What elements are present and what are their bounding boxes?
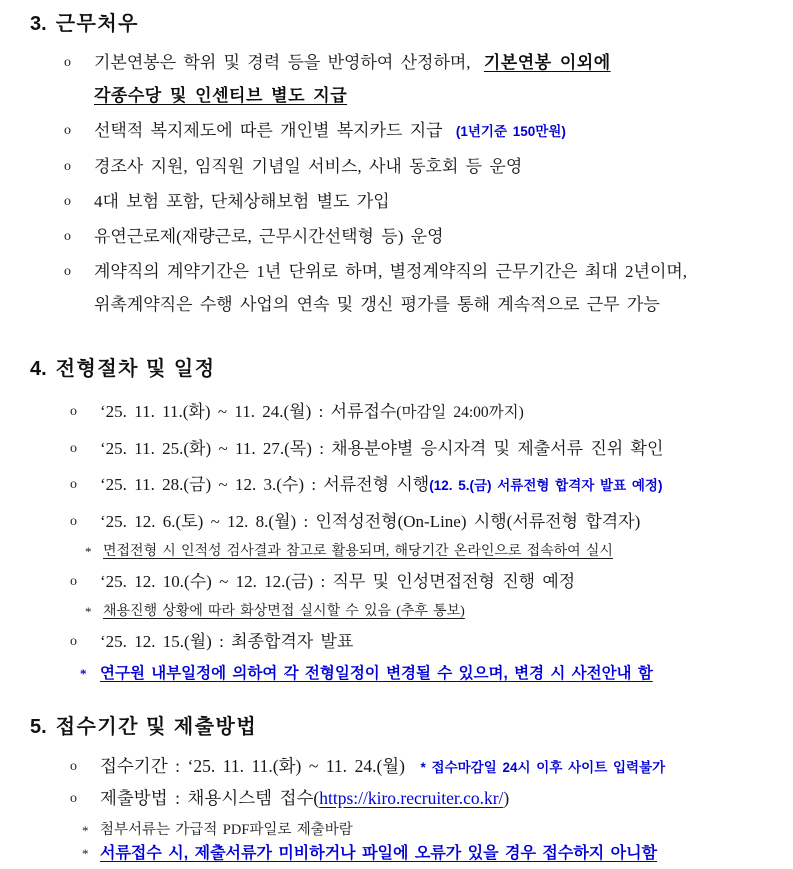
section-number: 4.: [30, 358, 47, 380]
body-text: ‘25. 11. 28.(금) ~ 12. 3.(수) : 서류전형 시행: [100, 475, 430, 494]
asterisk-marker: *: [82, 846, 89, 861]
footnote-pdf: [82, 820, 765, 841]
body-text-small: (마감일 24:00까지): [396, 404, 524, 421]
annotation-blue: (1년기준 150만원): [455, 124, 566, 139]
emphasis-text: 기본연봉 이외에: [483, 53, 611, 72]
body-text: ‘25. 11. 11.(화) ~ 11. 24.(월) : 서류접수: [100, 402, 397, 421]
body-text: 계약직의 계약기간은 1년 단위로 하며, 별정계약직의 근무기간은 최대 2년이며,: [94, 262, 688, 281]
bullet-marker: o: [70, 759, 77, 774]
note-text-blue: 연구원 내부일정에 의하여 각 전형일정이 변경될 수 있으며, 변경 시 사전안내 함: [100, 665, 653, 682]
bullet-marker: o: [64, 55, 71, 70]
bullet-marker: o: [70, 441, 77, 456]
asterisk-marker: *: [82, 823, 89, 838]
body-text: 접수기간 : ‘25. 11. 11.(화) ~ 11. 24.(월): [100, 756, 405, 776]
body-text: ‘25. 11. 25.(화) ~ 11. 27.(목) : 채용분야별 응시자격 및 제출서류 진위 확인: [100, 439, 664, 458]
asterisk-marker: *: [80, 666, 87, 681]
submission-period: [70, 751, 765, 783]
body-text: ): [503, 788, 510, 808]
note-text-blue: 서류접수 시, 제출서류가 미비하거나 파일에 오류가 있을 경우 접수하지 아니함: [100, 845, 658, 862]
list-item-events: [64, 150, 765, 183]
emphasis-text: 각종수당 및 인센티브 별도 지급: [94, 86, 348, 105]
schedule-item-application: [70, 395, 765, 430]
asterisk-marker: *: [85, 604, 92, 619]
schedule-item-verification: [70, 432, 765, 466]
schedule-item-doc-screening: [70, 468, 765, 503]
body-text: 제출방법 : 채용시스템 접수(: [100, 788, 320, 808]
section-title: 근무처우: [55, 13, 139, 35]
schedule-item-aptitude-test: [70, 505, 765, 539]
list-item-insurance: [64, 185, 765, 218]
bullet-marker: o: [70, 574, 77, 589]
bullet-marker: o: [64, 123, 71, 138]
bullet-marker: o: [64, 194, 71, 209]
bullet-marker: o: [64, 159, 71, 174]
section-3-heading: [30, 12, 765, 36]
footnote-interview: [85, 601, 765, 623]
bullet-marker: o: [64, 264, 71, 279]
section-5-heading: [30, 715, 765, 739]
bullet-marker: o: [64, 229, 71, 244]
section-4-heading: [30, 357, 765, 381]
schedule-item-interview: [70, 565, 765, 599]
section-number: 3.: [30, 13, 47, 35]
list-item-flex-work: [64, 220, 765, 253]
body-text: ‘25. 12. 10.(수) ~ 12. 12.(금) : 직무 및 인성면접전형 진행 예정: [100, 572, 576, 591]
bullet-marker: o: [70, 477, 77, 492]
section-submission: [30, 715, 765, 864]
body-text: ‘25. 12. 15.(월) : 최종합격자 발표: [100, 632, 354, 651]
bullet-marker: o: [70, 404, 77, 419]
schedule-change-note: [80, 663, 765, 685]
recruit-site-link[interactable]: https://kiro.recruiter.co.kr/: [319, 788, 504, 808]
footnote-text: 첨부서류는 가급적 PDF파일로 제출바람: [100, 822, 353, 838]
body-text: ‘25. 12. 6.(토) ~ 12. 8.(월) : 인적성전형(On-Line) 시행(서류전형 합격자): [100, 512, 641, 531]
section-title: 접수기간 및 제출방법: [55, 716, 258, 738]
body-text: 위촉계약직은 수행 사업의 연속 및 갱신 평가를 통해 계속적으로 근무 가능: [94, 295, 660, 314]
body-text: 기본연봉은 학위 및 경력 등을 반영하여 산정하며,: [94, 53, 471, 72]
footnote-aptitude: [85, 541, 765, 563]
body-text: 유연근로제(재량근로, 근무시간선택형 등) 운영: [94, 227, 444, 246]
list-item-base-salary: [64, 46, 765, 112]
list-item-welfare-card: [64, 114, 765, 148]
footnote-text: 채용진행 상황에 따라 화상면접 실시할 수 있음 (추후 통보): [103, 604, 465, 619]
body-text: 경조사 지원, 임직원 기념일 서비스, 사내 동호회 등 운영: [94, 157, 523, 176]
body-text: 선택적 복지제도에 따른 개인별 복지카드 지급: [94, 121, 443, 140]
bullet-marker: o: [70, 514, 77, 529]
bullet-marker: o: [70, 634, 77, 649]
section-title: 전형절차 및 일정: [55, 358, 216, 380]
bullet-marker: o: [70, 791, 77, 806]
footnote-rejection: [82, 843, 765, 864]
body-text: 4대 보험 포함, 단체상해보험 별도 가입: [94, 192, 390, 211]
section-number: 5.: [30, 716, 47, 738]
section-benefits: [30, 12, 765, 321]
schedule-item-final-result: [70, 625, 765, 659]
annotation-blue: * 접수마감일 24시 이후 사이트 입력불가: [420, 760, 666, 775]
submission-method: [70, 783, 765, 814]
section-schedule: [30, 357, 765, 685]
annotation-blue: (12. 5.(금) 서류전형 합격자 발표 예정): [429, 478, 663, 493]
footnote-text: 면접전형 시 인적성 검사결과 참고로 활용되며, 해당기간 온라인으로 접속하여 실시: [103, 544, 613, 559]
list-item-contract-term: [64, 255, 765, 321]
asterisk-marker: *: [85, 544, 92, 559]
